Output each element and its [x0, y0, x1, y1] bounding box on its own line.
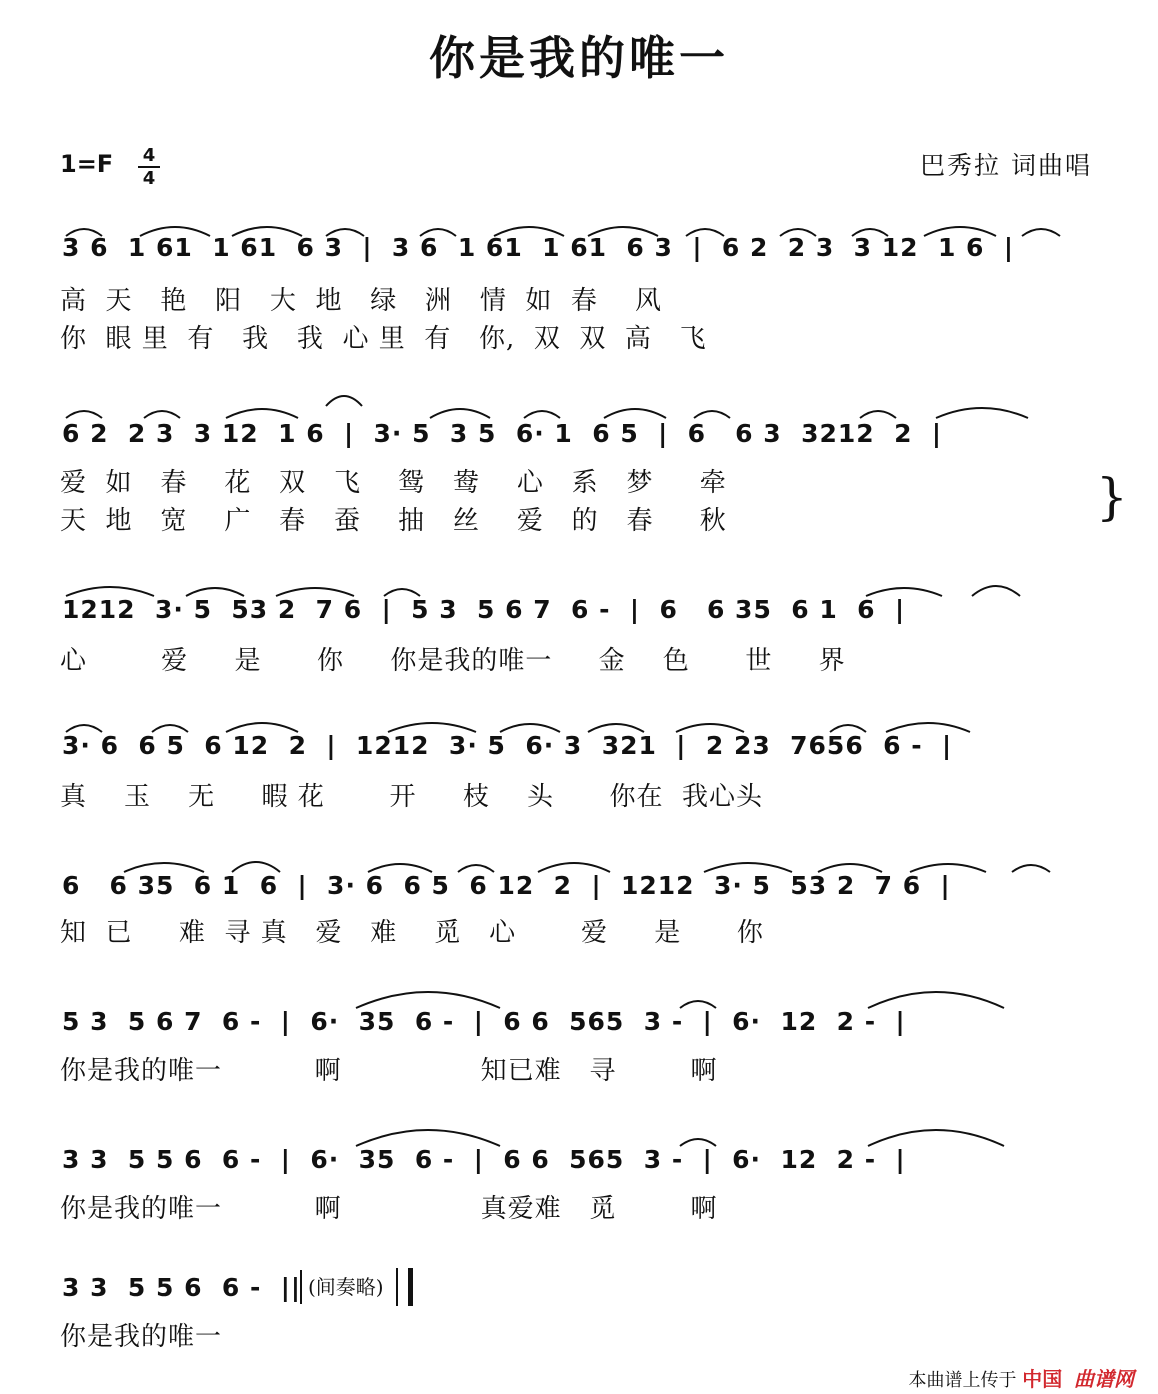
time-signature-top: 4 [142, 145, 156, 166]
footer-watermark [909, 1363, 1134, 1392]
lyric-verse-1: 爱 如 春 花 双 飞 鸳 鸯 心 系 梦 牵 [60, 468, 727, 498]
notation-line: 1212 3· 5 53 2 7 6 | 5 3 5 6 7 6 - | 6 6 35 6 1 6 | [62, 595, 906, 624]
page-title: 你是我的唯一 [429, 31, 729, 85]
lyric-verse-1: 心 爱 是 你 你是我的唯一 金 色 世 界 [60, 646, 846, 676]
notation-line: 3· 6 6 5 6 12 2 | 1212 3· 5 6· 3 321 | 2 23 7656 6 - | [62, 731, 953, 760]
lyric-verse-2: 天 地 宽 广 春 蚕 抽 丝 爱 的 春 秋 [60, 506, 727, 536]
notation-line: 3 3 5 5 6 6 - | 6· 35 6 - | 6 6 565 3 - | 6· 12 2 - | [62, 1145, 906, 1174]
verse-brace: } [1096, 468, 1128, 526]
lyric-verse-2: 你 眼 里 有 我 我 心 里 有 你, 双 双 高 飞 [60, 324, 707, 354]
interlude-box: (间奏略) [300, 1270, 384, 1304]
composer-credit: 巴秀拉 词曲唱 [920, 151, 1092, 180]
footer-text: 本曲谱上传于 [908, 1370, 1017, 1391]
notation-line: 3 3 5 5 6 6 - || [62, 1273, 302, 1302]
lyric-verse-1: 你是我的唯一 啊 真爱难 觅 啊 [60, 1194, 718, 1224]
lyric-verse-1: 知 已 难 寻 真 爱 难 觅 心 爱 是 你 [60, 918, 764, 948]
lyric-verse-1: 真 玉 无 暇 花 开 枝 头 你在 我心头 [60, 782, 764, 812]
lyric-verse-1: 高 天 艳 阳 大 地 绿 洲 情 如 春 风 [60, 286, 662, 316]
notation-line: 6 6 35 6 1 6 | 3· 6 6 5 6 12 2 | 1212 3· 5 53 2 7 6 | [62, 871, 951, 900]
footer-brand: 中国 [1022, 1367, 1063, 1391]
notation-line: 5 3 5 6 7 6 - | 6· 35 6 - | 6 6 565 3 - | 6· 12 2 - | [62, 1007, 906, 1036]
notation-line: 6 2 2 3 3 12 1 6 | 3· 5 3 5 6· 1 6 5 | 6 6 3 3212 2 | [62, 419, 942, 448]
key-signature: 1=F [60, 150, 114, 178]
footer-brand-2: 曲谱网 [1074, 1367, 1134, 1391]
notation-line: 3 6 1 61 1 61 6 3 | 3 6 1 61 1 61 6 3 | 6 2 2 3 3 12 1 6 | [62, 233, 1014, 262]
lyric-verse-1: 你是我的唯一 [60, 1322, 223, 1352]
lyric-verse-1: 你是我的唯一 啊 知已难 寻 啊 [60, 1056, 718, 1086]
time-signature-bottom: 4 [142, 168, 156, 189]
